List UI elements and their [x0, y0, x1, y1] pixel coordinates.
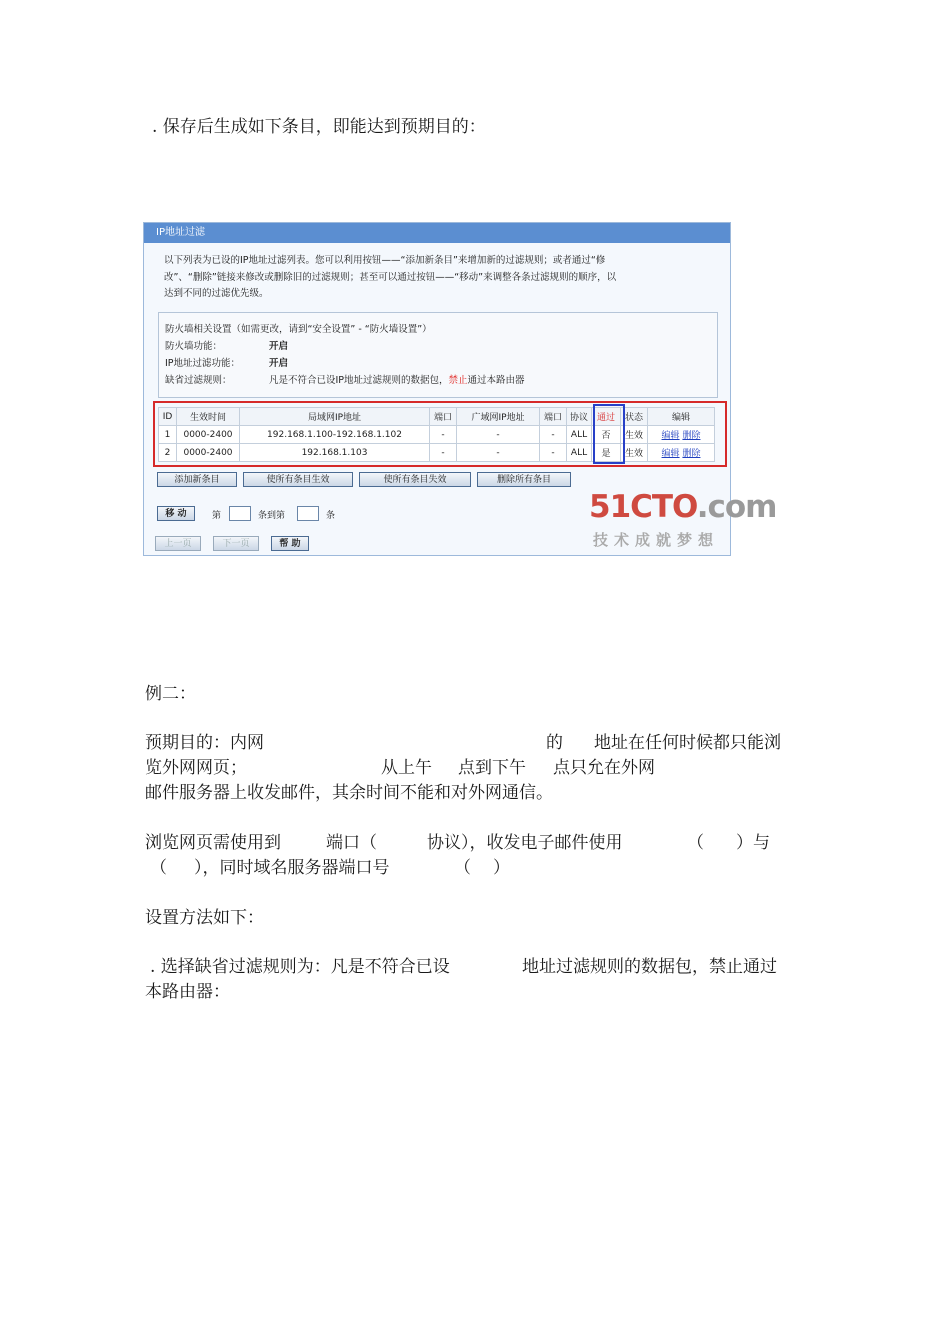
firewall-title: 防火墙相关设置（如需更改，请到“安全设置” - “防火墙设置”） — [165, 324, 432, 335]
ip-filter-label: IP地址过滤功能： — [165, 358, 241, 369]
col-port-2: 端口 — [540, 408, 567, 426]
method-heading: 设置方法如下： — [145, 908, 264, 928]
next-page-button[interactable]: 下一页 — [213, 536, 259, 551]
panel-header: IP地址过滤 — [144, 223, 730, 243]
col-edit: 编辑 — [648, 408, 715, 426]
example2-heading: 例二： — [145, 684, 196, 704]
rules-table-frame — [153, 401, 727, 467]
move-from-input[interactable] — [229, 506, 251, 521]
default-rule-label: 缺省过滤规则： — [165, 375, 232, 386]
step1-text-c: 本路由器： — [145, 982, 230, 1002]
web-text-g: ），同时域名服务器端口号 — [194, 858, 390, 878]
goal-text-c: 地址在任何时候都只能浏 — [594, 733, 781, 753]
move-button[interactable]: 移 动 — [157, 506, 195, 521]
delete-all-button[interactable]: 删除所有条目 — [477, 472, 571, 487]
col-time: 生效时间 — [177, 408, 240, 426]
col-wan-ip: 广域网IP地址 — [457, 408, 540, 426]
goal-text-h: 邮件服务器上收发邮件，其余时间不能和对外网通信。 — [145, 783, 553, 803]
move-to-input[interactable] — [297, 506, 319, 521]
step1-text-b: 地址过滤规则的数据包，禁止通过 — [522, 957, 777, 977]
col-port: 端口 — [430, 408, 457, 426]
step1-text-a: . 选择缺省过滤规则为：凡是不符合已设 — [150, 957, 450, 977]
goal-text-b: 的 — [546, 733, 563, 753]
web-text-d: （ — [687, 833, 704, 853]
disable-all-button[interactable]: 使所有条目失效 — [359, 472, 471, 487]
web-text-a: 浏览网页需使用到 — [145, 833, 281, 853]
rules-table — [158, 407, 715, 462]
web-text-b: 端口（ — [326, 833, 377, 853]
51cto-logo: 51CTO.com — [589, 489, 777, 525]
table-header — [159, 408, 715, 426]
intro-line-1: 以下列表为已设的IP地址过滤列表。您可以利用按钮——“添加新条目”来增加新的过滤规则；或者通过“修 — [164, 255, 606, 266]
goal-text-g: 点只允在外网 — [553, 758, 655, 778]
logo-slogan: 技术成就梦想 — [593, 531, 720, 549]
pass-column-highlight — [593, 404, 625, 464]
add-entry-button[interactable]: 添加新条目 — [157, 472, 237, 487]
edit-link[interactable]: 编辑 — [661, 431, 680, 441]
enable-all-button[interactable]: 使所有条目生效 — [243, 472, 353, 487]
intro-line-3: 达到不同的过滤优先级。 — [164, 288, 269, 299]
table-row: 2 0000-2400 192.168.1.103 - - - ALL 是 生效 编辑 删除 — [159, 444, 715, 462]
delete-link[interactable]: 删除 — [682, 449, 701, 459]
web-text-h: （ — [454, 858, 471, 878]
goal-text-a: 预期目的：内网 — [145, 733, 264, 753]
goal-text-d: 览外网网页； — [145, 758, 247, 778]
edit-link[interactable]: 编辑 — [661, 449, 680, 459]
col-pass: 通过 — [592, 408, 621, 426]
ip-filter-screenshot — [143, 222, 777, 556]
web-text-i: ） — [493, 858, 510, 878]
col-lan-ip: 局域网IP地址 — [240, 408, 430, 426]
prev-page-button[interactable]: 上一页 — [155, 536, 201, 551]
move-to-label: 条到第 — [258, 511, 286, 521]
delete-link[interactable]: 删除 — [682, 431, 701, 441]
intro-text — [164, 253, 724, 303]
move-unit-label: 条 — [326, 511, 336, 521]
firewall-value: 开启 — [269, 341, 289, 352]
intro-line-2: 改”、“删除”链接来修改或删除旧的过滤规则；甚至可以通过按钮——“移动”来调整各条过滤规则的顺序，以 — [164, 271, 617, 283]
col-id: ID — [159, 408, 177, 426]
table-row: 1 0000-2400 192.168.1.100-192.168.1.102 - - - ALL 否 生效 编辑 删除 — [159, 426, 715, 444]
default-rule-value: 凡是不符合已设IP地址过滤规则的数据包，禁止通过本路由器 — [269, 375, 525, 386]
help-button[interactable]: 帮 助 — [271, 536, 309, 551]
step2-text: . 保存后生成如下条目，即能达到预期目的： — [152, 117, 486, 137]
firewall-settings-box — [158, 312, 718, 398]
ip-filter-value: 开启 — [269, 358, 289, 369]
web-text-e: ）与 — [736, 833, 770, 853]
goal-text-f: 点到下午 — [458, 758, 526, 778]
firewall-label: 防火墙功能： — [165, 341, 223, 352]
web-text-c: 协议），收发电子邮件使用 — [427, 833, 623, 853]
col-protocol: 协议 — [567, 408, 592, 426]
web-text-f: （ — [150, 858, 167, 878]
move-from-label: 第 — [212, 511, 222, 521]
col-status: 状态 — [621, 408, 648, 426]
goal-text-e: 从上午 — [381, 758, 432, 778]
